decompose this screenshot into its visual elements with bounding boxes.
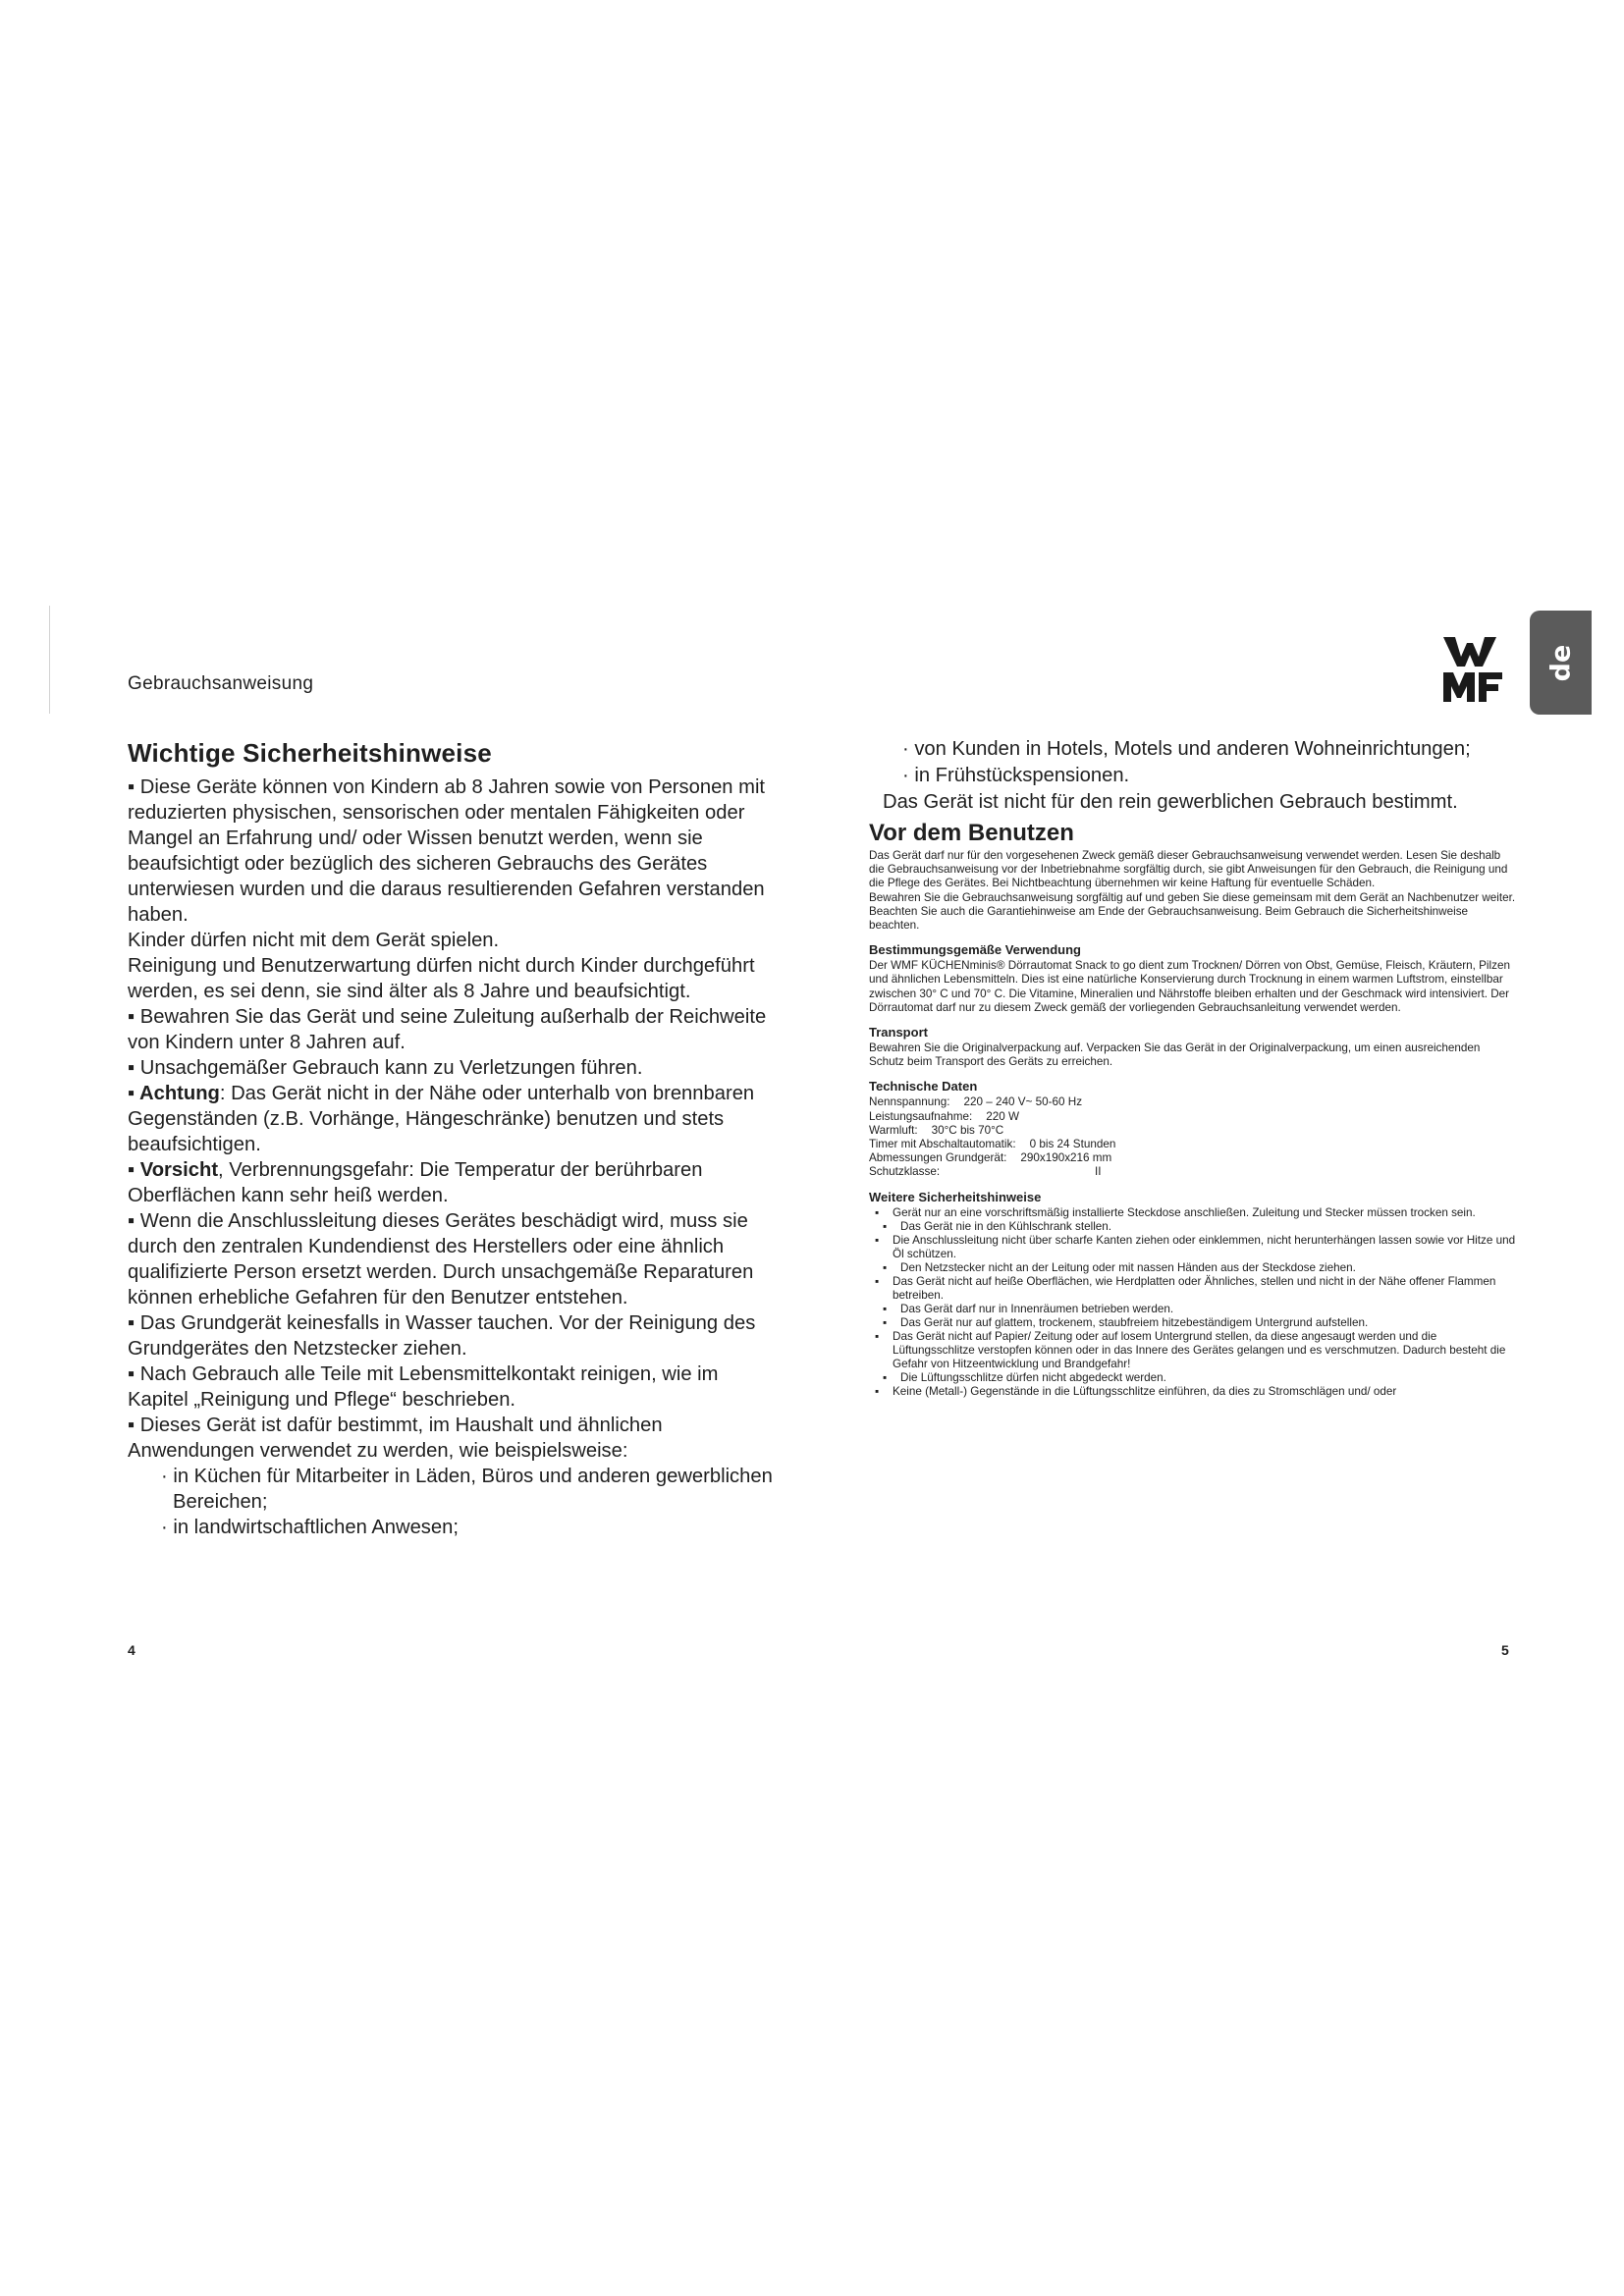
list-item <box>869 1220 1517 1234</box>
usage-example: · in Küchen für Mitarbeiter in Läden, Büros und anderen gewerblichen Bereichen; <box>161 1466 773 1513</box>
list-item-text: Das Gerät darf nur in Innenräumen betrieben werden. <box>900 1302 1174 1315</box>
safety-paragraph: ▪ Wenn die Anschlussleitung dieses Gerätes beschädigt wird, muss sie durch den zentralen Kundendienst des Herstellers oder eine ähnlich qualifizierte Person ersetzt werden. Durch unsachgemäße Reparaturen können erhebliche Gefahren für den Benutzer entstehen. <box>128 1210 754 1308</box>
language-tab[interactable] <box>1530 611 1592 715</box>
transport-heading: Transport <box>869 1025 928 1041</box>
list-item <box>869 1330 1517 1371</box>
tech-row <box>869 1124 1517 1138</box>
tech-value: 290x190x216 mm <box>1020 1151 1112 1165</box>
list-item-text: Das Gerät nicht auf Papier/ Zeitung oder auf losem Untergrund stellen, da diese angesaugt werden und die Lüftungsschlitze verstopfen können oder in das Innere des Gerätes gelangen und es verschmutzen. Dadurch besteht die Gefahr von Hitzeentwicklung und Brandgefahr! <box>893 1329 1506 1370</box>
list-item-text: Gerät nur an eine vorschriftsmäßig installierte Steckdose anschließen. Zuleitung und Stecker müssen trocken sein. <box>893 1205 1476 1219</box>
list-item-text: Keine (Metall-) Gegenstände in die Lüftungsschlitze einführen, da dies zu Stromschlägen und/ oder <box>893 1384 1397 1398</box>
safety-paragraph: Reinigung und Benutzerwartung dürfen nicht durch Kinder durchgeführt werden, es sei denn, sie sind älter als 8 Jahre und beaufsichtigt. <box>128 955 755 1002</box>
tech-value: 220 – 240 V~ 50-60 Hz <box>963 1095 1083 1109</box>
usage-example: · von Kunden in Hotels, Motels und anderen Wohneinrichtungen; <box>902 738 1471 760</box>
safety-list <box>869 1206 1517 1399</box>
list-item-text: Das Gerät nicht auf heiße Oberflächen, wie Herdplatten oder Ähnliches, stellen und nicht in der Nähe offener Flammen betreiben. <box>893 1274 1496 1302</box>
before-use-heading: Vor dem Benutzen <box>869 820 1074 846</box>
safety-paragraph: Kinder dürfen nicht mit dem Gerät spielen. <box>128 930 500 951</box>
intended-use-heading: Bestimmungsgemäße Verwendung <box>869 942 1081 958</box>
list-item <box>869 1234 1517 1261</box>
tech-key: Timer mit Abschaltautomatik: <box>869 1138 1016 1151</box>
gutter-line <box>49 606 50 714</box>
intended-use-text: Der WMF KÜCHENminis® Dörrautomat Snack to go dient zum Trocknen/ Dörren von Obst, Gemüse, Fleisch, Kräutern, Pilzen und ähnlichen Lebensmitteln. Dies ist eine natürliche Konservierung durch Trocknung in einem warmen Luftstrom, einstellbar zwischen 30° C und 70° C. Die Vitamine, Mineralien und Nährstoffe bleiben erhalten und der Geschmack wird intensiviert. Der Dörrautomat darf nur zu diesem Zweck gemäß der vorliegenden Gebrauchsanleitung verwendet werden. <box>869 959 1510 1014</box>
list-item <box>869 1316 1517 1330</box>
intro-paragraph: Das Gerät darf nur für den vorgesehenen Zweck gemäß dieser Gebrauchsanweisung verwendet werden. Lesen Sie deshalb die Gebrauchsanweisung vor der Inbetriebnahme sorgfältig durch, sie gibt Anweisungen für den Gebrauch, die Reinigung und die Pflege des Gerätes. Bei Nichtbeachtung übernehmen wir keine Haftung für eventuelle Schäden. <box>869 849 1508 890</box>
warning-label: ▪ Achtung <box>128 1083 220 1104</box>
list-item <box>869 1206 1517 1220</box>
right-column <box>869 736 1517 1399</box>
bullet-icon: ▪ <box>875 1274 880 1288</box>
tech-row <box>869 1110 1517 1124</box>
tech-key: Abmessungen Grundgerät: <box>869 1151 1007 1165</box>
language-tab-label: de <box>1544 644 1576 681</box>
tech-value: II <box>1095 1165 1102 1179</box>
tech-value: 30°C bis 70°C <box>931 1123 1004 1137</box>
tech-row <box>869 1165 1517 1179</box>
list-item <box>869 1275 1517 1303</box>
list-item-text: Die Anschlussleitung nicht über scharfe Kanten ziehen oder einklemmen, nicht herunterhängen lassen sowie vor Hitze und Öl schützen. <box>893 1233 1516 1260</box>
left-column <box>128 738 776 1540</box>
list-item-text: Die Lüftungsschlitze dürfen nicht abgedeckt werden. <box>900 1370 1166 1384</box>
more-safety-heading: Weitere Sicherheitshinweise <box>869 1189 1042 1204</box>
tech-row <box>869 1138 1517 1151</box>
safety-paragraph: ▪ Das Grundgerät keinesfalls in Wasser tauchen. Vor der Reinigung des Grundgerätes den Netzstecker ziehen. <box>128 1312 756 1360</box>
list-item <box>869 1385 1517 1399</box>
tech-data-heading: Technische Daten <box>869 1079 978 1095</box>
safety-heading: Wichtige Sicherheitshinweise <box>128 738 492 768</box>
page-number-right: 5 <box>1501 1642 1509 1658</box>
safety-paragraph: ▪ Diese Geräte können von Kindern ab 8 Jahren sowie von Personen mit reduzierten physischen, sensorischen oder mentalen Fähigkeiten oder Mangel an Erfahrung und/ oder Wissen benutzt werden, wenn sie beaufsichtigt oder bezüglich des sicheren Gebrauchs des Gerätes unterwiesen wurden und die daraus resultierenden Gefahren verstanden haben. <box>128 776 766 926</box>
safety-paragraph: ▪ Bewahren Sie das Gerät und seine Zuleitung außerhalb der Reichweite von Kindern unter 8 Jahren auf. <box>128 1006 767 1053</box>
usage-example: · in landwirtschaftlichen Anwesen; <box>161 1517 459 1538</box>
tech-data-table <box>869 1095 1517 1179</box>
bullet-icon: ▪ <box>883 1370 888 1384</box>
safety-paragraph <box>128 1157 776 1208</box>
tech-key: Schutzklasse: <box>869 1165 941 1179</box>
safety-paragraph <box>128 1081 776 1157</box>
page-number-left: 4 <box>128 1642 135 1658</box>
usage-note: Das Gerät ist nicht für den rein gewerblichen Gebrauch bestimmt. <box>883 791 1458 813</box>
usage-example: · in Frühstückspensionen. <box>902 765 1130 786</box>
wmf-logo <box>1441 633 1504 706</box>
bullet-icon: ▪ <box>875 1205 880 1219</box>
bullet-icon: ▪ <box>883 1302 888 1315</box>
list-item <box>869 1261 1517 1275</box>
bullet-icon: ▪ <box>883 1260 888 1274</box>
bullet-icon: ▪ <box>875 1233 880 1247</box>
tech-row <box>869 1095 1517 1109</box>
bullet-icon: ▪ <box>875 1329 880 1343</box>
caution-label: ▪ Vorsicht <box>128 1159 219 1181</box>
bullet-icon: ▪ <box>883 1219 888 1233</box>
list-item <box>869 1303 1517 1316</box>
safety-paragraph: ▪ Unsachgemäßer Gebrauch kann zu Verletzungen führen. <box>128 1057 643 1079</box>
tech-key: Nennspannung: <box>869 1095 950 1109</box>
transport-text: Bewahren Sie die Originalverpackung auf. Verpacken Sie das Gerät in der Originalverpackung, um einen ausreichenden Schutz beim Transport des Geräts zu erreichen. <box>869 1041 1481 1069</box>
list-item <box>869 1371 1517 1385</box>
intro-paragraph: Bewahren Sie die Gebrauchsanweisung sorgfältig auf und geben Sie diese gemeinsam mit dem Gerät an Nachbenutzer weiter. Beachten Sie auch die Garantiehinweise am Ende der Gebrauchsanweisung. Beim Gebrauch die Sicherheitshinweise beachten. <box>869 890 1516 933</box>
tech-key: Leistungsaufnahme: <box>869 1109 973 1123</box>
warning-text: : Das Gerät nicht in der Nähe oder unterhalb von brennbaren Gegenständen (z.B. Vorhänge, Hängeschränke) benutzen und stets beaufsichtigen. <box>128 1083 755 1155</box>
document-header: Gebrauchsanweisung <box>128 673 314 694</box>
bullet-icon: ▪ <box>883 1315 888 1329</box>
tech-row <box>869 1151 1517 1165</box>
safety-paragraph: ▪ Dieses Gerät ist dafür bestimmt, im Haushalt und ähnlichen Anwendungen verwendet zu werden, wie beispielsweise: <box>128 1415 663 1462</box>
list-item-text: Das Gerät nie in den Kühlschrank stellen. <box>900 1219 1112 1233</box>
tech-key: Warmluft: <box>869 1123 918 1137</box>
caution-text: , Verbrennungsgefahr: Die Temperatur der berührbaren Oberflächen kann sehr heiß werden. <box>128 1159 703 1206</box>
tech-value: 0 bis 24 Stunden <box>1029 1138 1116 1151</box>
bullet-icon: ▪ <box>875 1384 880 1398</box>
tech-value: 220 W <box>986 1109 1020 1123</box>
safety-paragraph: ▪ Nach Gebrauch alle Teile mit Lebensmittelkontakt reinigen, wie im Kapitel „Reinigung und Pflege“ beschrieben. <box>128 1363 719 1411</box>
list-item-text: Den Netzstecker nicht an der Leitung oder mit nassen Händen aus der Steckdose ziehen. <box>900 1260 1356 1274</box>
list-item-text: Das Gerät nur auf glattem, trockenem, staubfreiem hitzebeständigem Untergrund aufstellen. <box>900 1315 1369 1329</box>
